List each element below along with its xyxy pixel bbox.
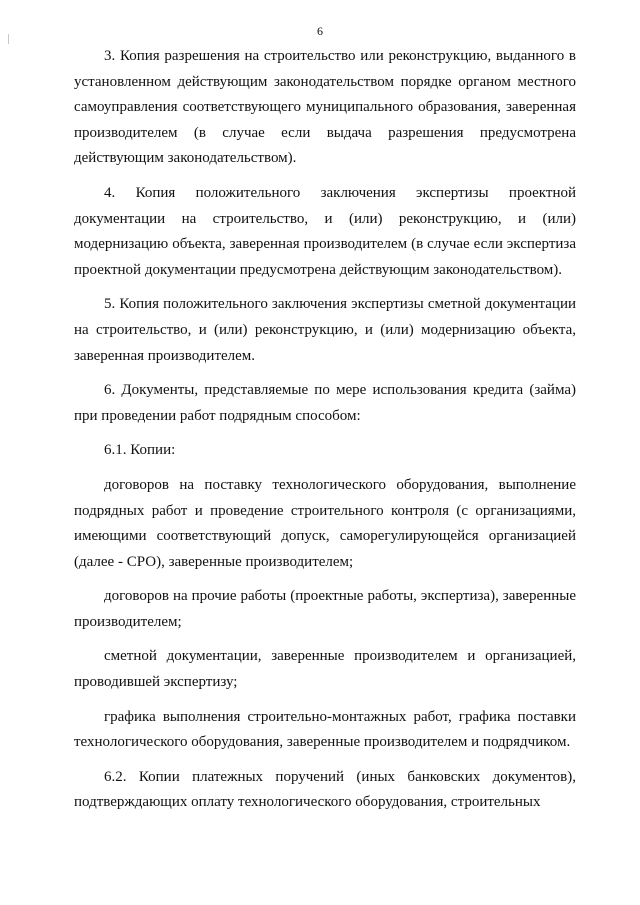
- document-body: [74, 44, 576, 816]
- paragraph-equipment-contracts: договоров на поставку технологического оборудования, выполнение подрядных работ и проведение строительного контроля (с организациями, имеющими соответствующий допуск, саморегулирующейся организацией (далее - СРО), заверенные производителем;: [74, 476, 576, 570]
- paragraph-payment-orders: 6.2. Копии платежных поручений (иных банковских документов), подтверждающих оплату технологического оборудования, строительных: [74, 768, 576, 811]
- paragraph-contract-documents: 6. Документы, представляемые по мере использования кредита (займа) при проведении работ подрядным способом:: [74, 382, 576, 424]
- paragraph-work-schedule: графика выполнения строительно-монтажных работ, графика поставки технологического оборудования, заверенные производителем и подрядчиком.: [74, 708, 576, 751]
- paragraph-estimate-expertise: 5. Копия положительного заключения экспертизы сметной документации на строительство, и (или) реконструкцию, и (или) модернизацию объекта, заверенная производителем.: [74, 296, 576, 364]
- paragraph-construction-permit: 3. Копия разрешения на строительство или реконструкцию, выданного в установленном действующим законодательством порядке органом местного самоуправления соответствующего муниципального образования, заверенная производителем (в случае если выдача разрешения предусмотрена действующим законодательством).: [74, 48, 576, 167]
- paragraph-estimate-documents: сметной документации, заверенные производителем и организацией, проводившей экспертизу;: [74, 648, 576, 691]
- paragraph-project-expertise: 4. Копия положительного заключения экспертизы проектной документации на строительство, и (или) реконструкцию, и (или) модернизацию объекта, заверенная производителем (в случае если экспертиза проектной документации предусмотрена действующим законодательством).: [74, 184, 576, 278]
- paragraph-copies-heading: 6.1. Копии:: [104, 442, 176, 459]
- page-number: 6: [317, 24, 323, 38]
- paragraph-other-contracts: договоров на прочие работы (проектные работы, экспертиза), заверенные производителем;: [74, 588, 576, 630]
